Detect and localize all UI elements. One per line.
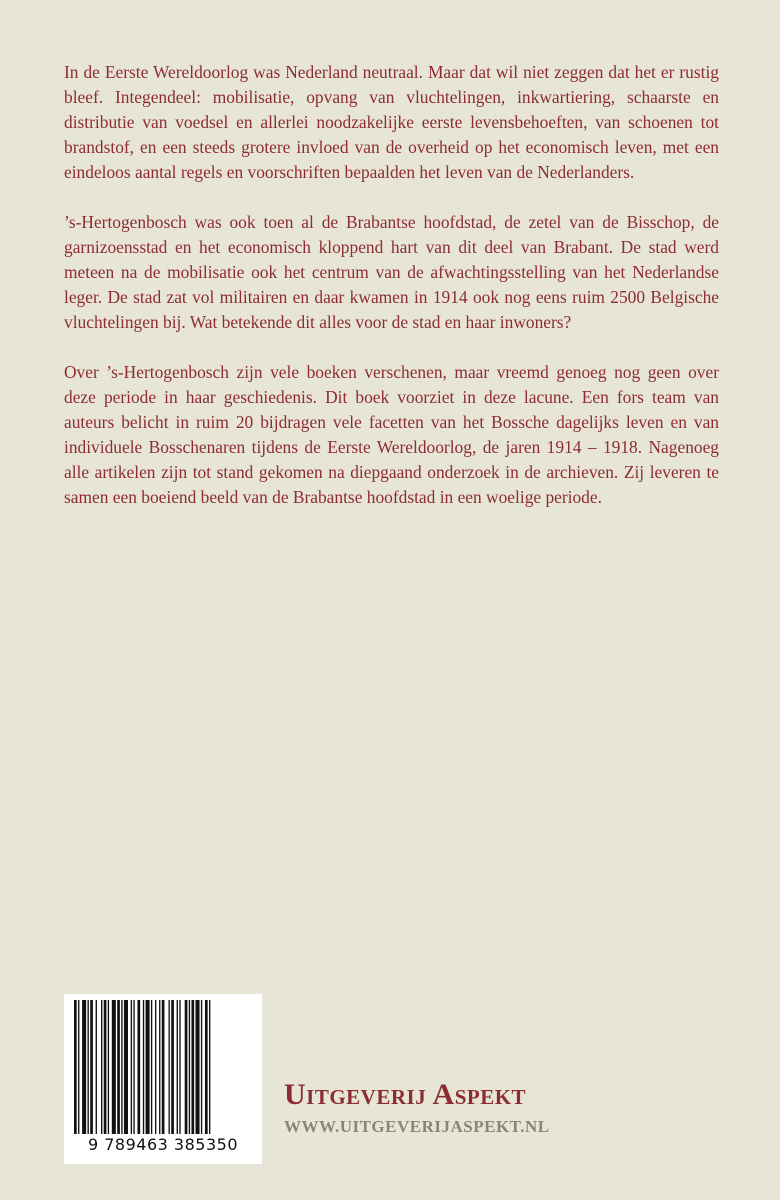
barcode-bar — [88, 1000, 89, 1134]
barcode-bar — [133, 1000, 134, 1134]
barcode-bar — [191, 1000, 194, 1134]
barcode-bar — [196, 1000, 200, 1134]
barcode-bars — [70, 1000, 256, 1134]
barcode-bar — [155, 1000, 156, 1134]
publisher-name: Uitgeverij Aspekt — [284, 1078, 527, 1111]
barcode-bar — [189, 1000, 190, 1134]
barcode-bar — [137, 1000, 140, 1134]
barcode-bar — [112, 1000, 116, 1134]
barcode-bar — [104, 1000, 107, 1134]
barcode-bar — [96, 1000, 97, 1134]
barcode-bar — [201, 1000, 202, 1134]
barcode-bar — [169, 1000, 170, 1134]
barcode-bar — [179, 1000, 180, 1134]
barcode-bar — [78, 1000, 79, 1134]
barcode-bar — [209, 1000, 210, 1134]
barcode-bar — [177, 1000, 178, 1134]
barcode-bar — [124, 1000, 128, 1134]
barcode-bar — [146, 1000, 150, 1134]
isbn-number: 9 789463 385350 — [87, 1135, 238, 1154]
blurb-paragraph-3: Over ’s-Hertogenbosch zijn vele boeken verschenen, maar vreemd genoeg nog geen over deze periode in haar geschiedenis. Dit boek voorziet in deze lacune. Een fors team van auteurs belicht in ruim 20 bijdragen vele facetten van het Bossche dagelijks leven en van individuele Bosschenaren tijdens de Eerste Wereldoorlog, de jaren 1914 – 1918. Nagenoeg alle artikelen zijn tot stand gekomen na diepgaand onderzoek in de archieven. Zij leveren te samen een boeiend beeld van de Brabantse hoofdstad in een woelige periode. — [64, 362, 719, 507]
barcode-bar — [159, 1000, 160, 1134]
publisher-url: WWW.UITGEVERIJASPEKT.NL — [284, 1117, 550, 1136]
barcode-bar — [74, 1000, 77, 1134]
blurb-text — [64, 60, 719, 535]
blurb-paragraph-2: ’s-Hertogenbosch was ook toen al de Brabantse hoofdstad, de zetel van de Bisschop, de garnizoensstad en het economisch kloppend hart van dit deel van Brabant. De stad werd meteen na de mobilisatie ook het centrum van de afwachtingsstelling van het Nederlandse leger. De stad zat vol militairen en daar kwamen in 1914 ook nog eens ruim 2500 Belgische vluchtelingen bij. Wat betekende dit alles voor de stad en haar inwoners? — [64, 212, 719, 332]
barcode-bar — [162, 1000, 165, 1134]
barcode-bar — [131, 1000, 132, 1134]
barcode-bar — [121, 1000, 122, 1134]
barcode-bar — [151, 1000, 152, 1134]
barcode-bar — [101, 1000, 102, 1134]
publisher-block — [284, 1078, 724, 1138]
barcode-bar — [117, 1000, 120, 1134]
blurb-paragraph-1: In de Eerste Wereldoorlog was Nederland neutraal. Maar dat wil niet zeggen dat het er rustig bleef. Integendeel: mobilisatie, opvang van vluchtelingen, inkwartiering, schaarste en distributie van voedsel en allerlei noodzakelijke eerste levensbehoeften, van schoenen tot brandstof, en een steeds grotere invloed van de overheid op het economisch leven, met een eindeloos aantal regels en voorschriften bepaalden het leven van de Nederlanders. — [64, 62, 719, 182]
barcode-bar — [108, 1000, 109, 1134]
barcode-bar — [171, 1000, 174, 1134]
isbn-barcode — [64, 994, 262, 1164]
barcode-bar — [185, 1000, 188, 1134]
barcode-bar — [205, 1000, 208, 1134]
barcode-bar — [82, 1000, 86, 1134]
barcode-bar — [143, 1000, 144, 1134]
barcode-bar — [90, 1000, 93, 1134]
